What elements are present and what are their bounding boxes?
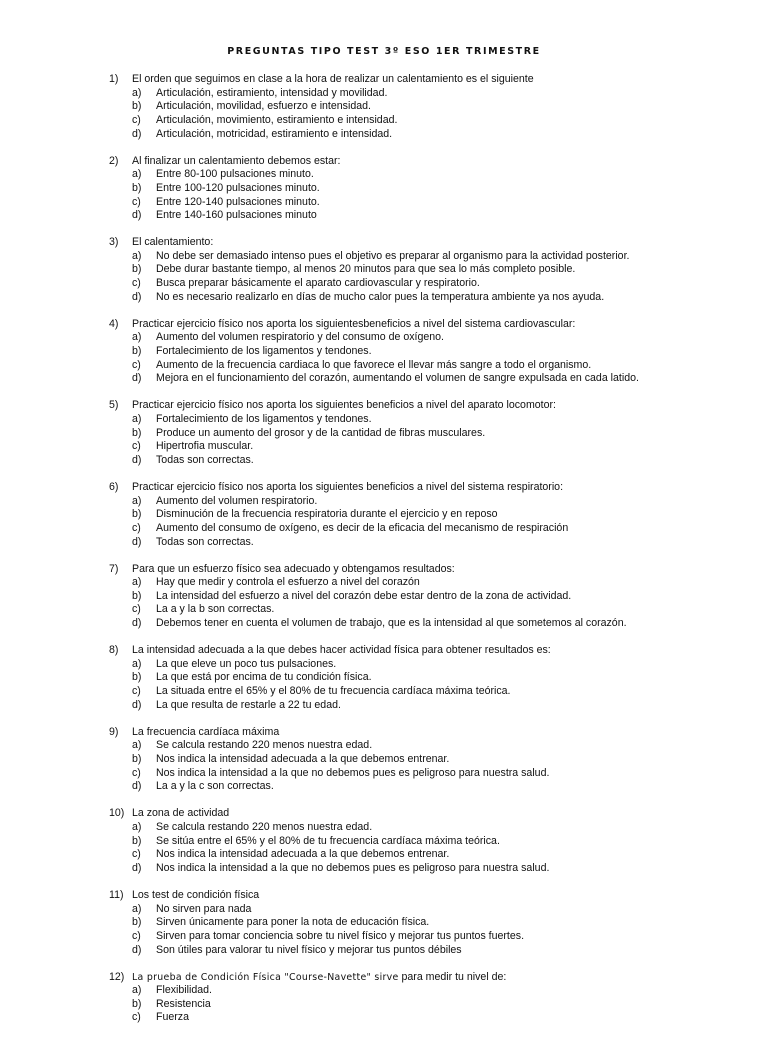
question-number: 8) (109, 644, 119, 657)
option-letter: d) (132, 861, 142, 874)
answer-option (0, 862, 768, 876)
answer-option (0, 848, 768, 862)
option-letter: b) (132, 263, 142, 276)
option-letter: a) (132, 984, 142, 997)
answer-option (0, 345, 768, 359)
option-text: La que eleve un poco tus pulsaciones. (156, 657, 337, 670)
document-title: PREGUNTAS TIPO TEST 3º ESO 1ER TRIMESTRE (227, 46, 541, 57)
option-text: Se sitúa entre el 65% y el 80% de tu frecuencia cardíaca máxima teórica. (156, 834, 500, 847)
question-line (0, 318, 768, 332)
answer-option (0, 508, 768, 522)
option-letter: c) (132, 440, 141, 453)
answer-option (0, 658, 768, 672)
option-letter: c) (132, 1011, 141, 1024)
option-text: Hay que medir y controla el esfuerzo a nivel del corazón (156, 576, 420, 589)
option-text: Articulación, estiramiento, intensidad y movilidad. (156, 86, 388, 99)
option-letter: c) (132, 277, 141, 290)
question-line (0, 807, 768, 821)
option-letter: d) (132, 372, 142, 385)
option-text: Se calcula restando 220 menos nuestra edad. (156, 739, 373, 752)
question-item (0, 889, 768, 957)
option-text: Entre 80-100 pulsaciones minuto. (156, 168, 314, 181)
option-letter: c) (132, 358, 141, 371)
option-letter: a) (132, 86, 142, 99)
answer-option (0, 916, 768, 930)
question-line (0, 889, 768, 903)
question-text: La zona de actividad (132, 807, 230, 820)
answer-option (0, 1011, 768, 1025)
question-line (0, 399, 768, 413)
question-text: Practicar ejercicio físico nos aporta los siguientesbeneficios a nivel del sistema cardiovascular: (132, 317, 576, 330)
option-letter: d) (132, 698, 142, 711)
option-text: Fuerza (156, 1011, 189, 1024)
question-number: 12) (109, 970, 125, 983)
answer-option (0, 930, 768, 944)
answer-option (0, 440, 768, 454)
option-text: No es necesario realizarlo en días de mucho calor pues la temperatura ambiente ya nos ayuda. (156, 290, 605, 303)
option-text: Disminución de la frecuencia respiratoria durante el ejercicio y en reposo (156, 508, 498, 521)
option-letter: c) (132, 929, 141, 942)
option-text: Debemos tener en cuenta el volumen de trabajo, que es la intensidad al que sometemos al corazón. (156, 617, 627, 630)
option-letter: d) (132, 209, 142, 222)
question-number: 4) (109, 317, 119, 330)
question-item (0, 236, 768, 304)
option-text: Entre 140-160 pulsaciones minuto (156, 209, 317, 222)
answer-option (0, 903, 768, 917)
answer-option (0, 454, 768, 468)
option-letter: a) (132, 413, 142, 426)
option-letter: b) (132, 181, 142, 194)
option-text: Debe durar bastante tiempo, al menos 20 minutos para que sea lo más completo posible. (156, 263, 576, 276)
answer-option (0, 359, 768, 373)
question-text: El orden que seguimos en clase a la hora de realizar un calentamiento es el siguiente (132, 73, 534, 85)
answer-option (0, 685, 768, 699)
option-text: Sirven únicamente para poner la nota de educación física. (156, 916, 430, 929)
question-item (0, 155, 768, 223)
option-letter: d) (132, 617, 142, 630)
option-letter: b) (132, 997, 142, 1010)
option-text: Aumento de la frecuencia cardiaca lo que favorece el llevar más sangre a todo el organismo. (156, 358, 592, 371)
answer-option (0, 114, 768, 128)
answer-option (0, 998, 768, 1012)
question-text: La intensidad adecuada a la que debes hacer actividad física para obtener resultados es: (132, 644, 551, 657)
answer-option (0, 196, 768, 210)
question-text: Los test de condición física (132, 888, 260, 901)
answer-option (0, 522, 768, 536)
question-line (0, 644, 768, 658)
question-number: 2) (109, 154, 119, 167)
option-text: No sirven para nada (156, 902, 252, 915)
option-letter: b) (132, 100, 142, 113)
option-letter: b) (132, 426, 142, 439)
option-text: Articulación, motricidad, estiramiento e intensidad. (156, 127, 393, 140)
answer-option (0, 984, 768, 998)
option-letter: b) (132, 589, 142, 602)
question-number: 7) (109, 562, 119, 575)
option-letter: a) (132, 168, 142, 181)
answer-option (0, 87, 768, 101)
option-text: Se calcula restando 220 menos nuestra edad. (156, 820, 373, 833)
option-letter: c) (132, 603, 141, 616)
answer-option (0, 427, 768, 441)
answer-option (0, 495, 768, 509)
answer-option (0, 590, 768, 604)
answer-option (0, 413, 768, 427)
question-item (0, 318, 768, 386)
option-text: No debe ser demasiado intenso pues el objetivo es preparar al organismo para la actividad posterior. (156, 249, 630, 262)
option-letter: d) (132, 780, 142, 793)
question-item (0, 644, 768, 712)
answer-option (0, 767, 768, 781)
question-text: Practicar ejercicio físico nos aporta los siguientes beneficios a nivel del sistema respiratorio: (132, 480, 564, 493)
option-text: Son útiles para valorar tu nivel físico y mejorar tus puntos débiles (156, 943, 462, 956)
answer-option (0, 250, 768, 264)
option-letter: b) (132, 753, 142, 766)
option-letter: a) (132, 657, 142, 670)
question-line (0, 726, 768, 740)
option-text: Fortalecimiento de los ligamentos y tendones. (156, 413, 372, 426)
option-text: Aumento del volumen respiratorio y del consumo de oxígeno. (156, 331, 444, 344)
answer-option (0, 699, 768, 713)
answer-option (0, 209, 768, 223)
option-letter: b) (132, 834, 142, 847)
option-text: La intensidad del esfuerzo a nivel del corazón debe estar dentro de la zona de actividad. (156, 589, 572, 602)
option-letter: a) (132, 331, 142, 344)
answer-option (0, 739, 768, 753)
option-letter: a) (132, 820, 142, 833)
option-letter: a) (132, 902, 142, 915)
question-text: Practicar ejercicio físico nos aporta los siguientes beneficios a nivel del aparato locomotor: (132, 399, 556, 412)
option-text: Nos indica la intensidad a la que no debemos pues es peligroso para nuestra salud. (156, 861, 550, 874)
option-text: La situada entre el 65% y el 80% de tu frecuencia cardíaca máxima teórica. (156, 685, 511, 698)
option-text: Entre 100-120 pulsaciones minuto. (156, 181, 320, 194)
option-text: Nos indica la intensidad adecuada a la que debemos entrenar. (156, 753, 450, 766)
option-text: La a y la c son correctas. (156, 780, 274, 793)
option-text: La que resulta de restarle a 22 tu edad. (156, 698, 341, 711)
answer-option (0, 331, 768, 345)
option-letter: a) (132, 576, 142, 589)
option-text: Fortalecimiento de los ligamentos y tendones. (156, 345, 372, 358)
question-number: 10) (109, 807, 125, 820)
answer-option (0, 576, 768, 590)
question-item (0, 73, 768, 141)
answer-option (0, 944, 768, 958)
question-text-rest: para medir tu nivel de: (398, 970, 507, 983)
option-letter: c) (132, 848, 141, 861)
question-number: 3) (109, 236, 119, 249)
question-line (0, 563, 768, 577)
question-text: La frecuencia cardíaca máxima (132, 725, 280, 738)
question-text-prefix: La prueba de Condición Física "Course-Navette" sirve (132, 971, 399, 983)
question-number: 5) (109, 399, 119, 412)
option-text: Todas son correctas. (156, 535, 254, 548)
question-line (0, 236, 768, 250)
option-letter: d) (132, 453, 142, 466)
option-text: Hipertrofia muscular. (156, 440, 254, 453)
option-text: Entre 120-140 pulsaciones minuto. (156, 195, 320, 208)
option-letter: a) (132, 494, 142, 507)
answer-option (0, 263, 768, 277)
answer-option (0, 617, 768, 631)
option-text: Mejora en el funcionamiento del corazón, aumentando el volumen de sangre expulsada en cada latido. (156, 372, 639, 385)
answer-option (0, 603, 768, 617)
question-item (0, 971, 768, 1026)
answer-option (0, 372, 768, 386)
answer-option (0, 128, 768, 142)
option-text: Articulación, movimiento, estiramiento e intensidad. (156, 113, 398, 126)
question-number: 6) (109, 480, 119, 493)
option-text: Aumento del volumen respiratorio. (156, 494, 318, 507)
option-letter: d) (132, 290, 142, 303)
question-line (0, 73, 768, 87)
question-text: Para que un esfuerzo físico sea adecuado y obtengamos resultados: (132, 562, 455, 575)
option-text: Produce un aumento del grosor y de la cantidad de fibras musculares. (156, 426, 486, 439)
option-letter: c) (132, 521, 141, 534)
option-text: Todas son correctas. (156, 453, 254, 466)
question-line (0, 971, 768, 985)
answer-option (0, 536, 768, 550)
answer-option (0, 277, 768, 291)
option-text: Sirven para tomar conciencia sobre tu nivel físico y mejorar tus puntos fuertes. (156, 929, 525, 942)
answer-option (0, 821, 768, 835)
option-letter: b) (132, 508, 142, 521)
answer-option (0, 835, 768, 849)
question-item (0, 563, 768, 631)
question-line (0, 481, 768, 495)
option-letter: c) (132, 195, 141, 208)
question-item (0, 481, 768, 549)
answer-option (0, 753, 768, 767)
option-letter: c) (132, 113, 141, 126)
answer-option (0, 168, 768, 182)
option-letter: c) (132, 685, 141, 698)
option-text: Busca preparar básicamente el aparato cardiovascular y respiratorio. (156, 277, 480, 290)
question-line (0, 155, 768, 169)
option-letter: d) (132, 943, 142, 956)
option-text: Aumento del consumo de oxígeno, es decir de la eficacia del mecanismo de respiración (156, 521, 569, 534)
question-item (0, 399, 768, 467)
question-number: 9) (109, 725, 119, 738)
option-text: Nos indica la intensidad adecuada a la que debemos entrenar. (156, 848, 450, 861)
option-text: Articulación, movilidad, esfuerzo e intensidad. (156, 100, 371, 113)
option-letter: b) (132, 916, 142, 929)
option-text: Resistencia (156, 997, 211, 1010)
option-text: Nos indica la intensidad a la que no debemos pues es peligroso para nuestra salud. (156, 766, 550, 779)
answer-option (0, 780, 768, 794)
option-text: La que está por encima de tu condición física. (156, 671, 372, 684)
question-text: Al finalizar un calentamiento debemos estar: (132, 154, 341, 167)
answer-option (0, 100, 768, 114)
question-text: El calentamiento: (132, 236, 214, 249)
answer-option (0, 671, 768, 685)
question-item (0, 807, 768, 875)
option-letter: d) (132, 535, 142, 548)
question-text (132, 971, 506, 985)
question-item (0, 726, 768, 794)
question-number: 11) (109, 888, 124, 901)
option-letter: b) (132, 671, 142, 684)
option-letter: d) (132, 127, 142, 140)
option-letter: b) (132, 345, 142, 358)
option-letter: a) (132, 249, 142, 262)
question-list (0, 73, 768, 1038)
option-letter: c) (132, 766, 141, 779)
answer-option (0, 291, 768, 305)
question-number: 1) (109, 73, 119, 85)
option-text: La a y la b son correctas. (156, 603, 275, 616)
answer-option (0, 182, 768, 196)
option-letter: a) (132, 739, 142, 752)
option-text: Flexibilidad. (156, 984, 212, 997)
